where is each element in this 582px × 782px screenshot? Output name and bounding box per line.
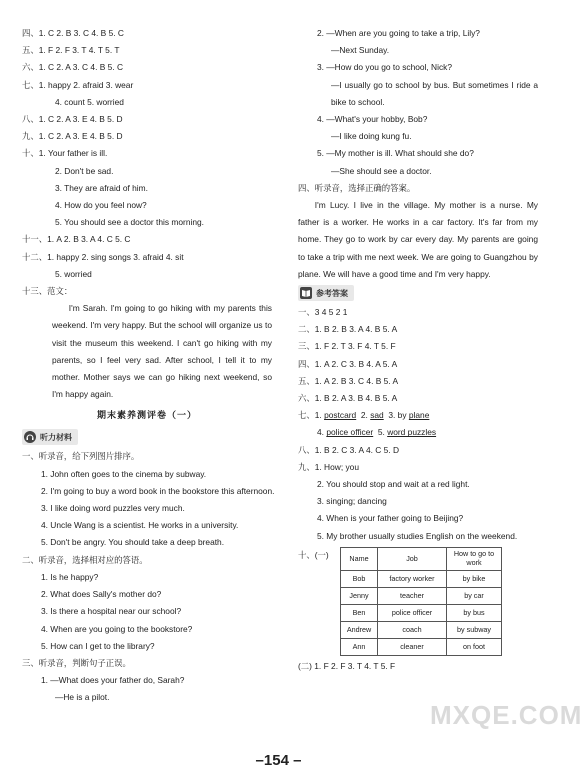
answer-line: 六、1. C 2. A 3. C 4. B 5. C: [22, 62, 124, 73]
table-cell: Job: [378, 547, 447, 570]
table-row: [341, 604, 502, 621]
answer-line: 五、1. A 2. B 3. C 4. B 5. A: [298, 375, 399, 386]
answer-line: 七、1. postcard 2. sad 3. by plane: [298, 410, 430, 421]
dialogue-line: 2. —When are you going to take a trip, Lily?: [317, 28, 480, 38]
answer-line: 2. You should stop and wait at a red light.: [317, 479, 470, 490]
dialogue-line: —I usually go to school by bus. But sometimes I ride a bike to school.: [331, 79, 538, 107]
table-cell: by bike: [447, 570, 502, 587]
answer-line: 四、1. A 2. C 3. B 4. A 5. A: [298, 358, 398, 369]
answer-line: 八、1. C 2. A 3. E 4. B 5. D: [22, 114, 123, 125]
answer-line: 六、1. B 2. A 3. B 4. B 5. A: [298, 393, 398, 404]
listening-sentence: 2. I'm going to buy a word book in the bookstore this afternoon.: [41, 485, 275, 496]
dialogue-line: —He is a pilot.: [55, 692, 110, 703]
essay-label: 十三、范文：: [22, 286, 73, 297]
book-icon: [300, 287, 312, 299]
table-cell: by car: [447, 587, 502, 604]
listening-sentence: 4. When are you going to the bookstore?: [41, 623, 193, 634]
model-essay: I'm Sarah. I'm going to go hiking with my parents this weekend. I'm very happy. But the school will organize us to visit the museum this weekend. I can't go hiking with my parents, so I feel very sad. After school, I tell it to my mother. Mother says we can go hiking next weekend, so I'm happy again.: [52, 303, 272, 400]
answer-line: 4. police officer 5. word puzzles: [317, 427, 437, 438]
question-heading: 四、听录音，选择正确的答案。: [298, 182, 416, 193]
answer-line: 3. singing; dancing: [317, 496, 387, 507]
table-row: [341, 638, 502, 655]
table-cell: Andrew: [341, 621, 378, 638]
listening-sentence: 5. How can I get to the library?: [41, 640, 155, 651]
table-cell: by bus: [447, 604, 502, 621]
listening-sentence: 1. Is he happy?: [41, 571, 99, 582]
dialogue-line: —Next Sunday.: [331, 45, 390, 56]
dialogue-line: —She should see a doctor.: [331, 165, 432, 176]
listening-sentence: 4. Uncle Wang is a scientist. He works in a university.: [41, 520, 239, 531]
answer-table-section: [298, 547, 538, 656]
answer-line: 一、3 4 5 2 1: [298, 307, 348, 318]
listening-material-badge: 听力材料: [22, 429, 78, 445]
table-cell: by subway: [447, 621, 502, 638]
dialogue-line: —I like doing kung fu.: [331, 131, 412, 142]
table-cell: Jenny: [341, 587, 378, 604]
dialogue-line: 4. —What's your hobby, Bob?: [317, 114, 428, 125]
question-heading: 三、听录音，判断句子正误。: [22, 657, 131, 668]
table-cell: police officer: [378, 604, 447, 621]
answer-line: 十、(一): [298, 549, 329, 560]
answer-line: 5. worried: [55, 268, 92, 279]
answer-line: 5. You should see a doctor this morning.: [55, 217, 204, 228]
job-table: [340, 547, 502, 656]
dialogue-line: 5. —My mother is ill. What should she do?: [317, 148, 474, 159]
answer-line: 4. count 5. worried: [55, 96, 124, 107]
table-cell: Bob: [341, 570, 378, 587]
table-cell: Ben: [341, 604, 378, 621]
answer-line: 2. Don't be sad.: [55, 165, 114, 176]
answer-line: 4. How do you feel now?: [55, 200, 147, 211]
table-cell: teacher: [378, 587, 447, 604]
page-number: –154 –: [255, 752, 302, 769]
answer-key-badge: 参考答案: [298, 285, 354, 301]
answer-line: 八、1. B 2. C 3. A 4. C 5. D: [298, 444, 400, 455]
table-cell: cleaner: [378, 638, 447, 655]
dialogue-line: 3. —How do you go to school, Nick?: [317, 62, 452, 73]
table-row: [341, 587, 502, 604]
left-column: [22, 25, 275, 707]
table-cell: Ann: [341, 638, 378, 655]
answer-line: 四、1. C 2. B 3. C 4. B 5. C: [22, 28, 124, 38]
watermark: MXQE.COM: [430, 700, 582, 730]
table-cell: How to go to work: [447, 547, 502, 570]
listening-sentence: 3. Is there a hospital near our school?: [41, 606, 182, 617]
table-cell: factory worker: [378, 570, 447, 587]
answer-line: 九、1. C 2. A 3. E 4. B 5. D: [22, 131, 123, 142]
dialogue-line: 1. —What does your father do, Sarah?: [41, 675, 185, 686]
exam-title: 期末素养测评卷（一）: [96, 410, 197, 421]
listening-sentence: 1. John often goes to the cinema by subway.: [41, 468, 207, 479]
question-heading: 一、听录音，给下列图片排序。: [22, 451, 140, 462]
headphones-icon: [24, 431, 36, 443]
answer-line: 二、1. B 2. B 3. A 4. B 5. A: [298, 324, 398, 335]
listening-sentence: 2. What does Sally's mother do?: [41, 589, 162, 600]
answer-line: 4. When is your father going to Beijing?: [317, 513, 464, 524]
table-row: [341, 570, 502, 587]
answer-line: 十一、1. A 2. B 3. A 4. C 5. C: [22, 234, 131, 245]
answer-line: 5. My brother usually studies English on the weekend.: [317, 530, 518, 541]
answer-line: 3. They are afraid of him.: [55, 182, 148, 193]
right-column: [298, 25, 538, 675]
answer-line: 七、1. happy 2. afraid 3. wear: [22, 79, 134, 90]
answer-line: 五、1. F 2. F 3. T 4. T 5. T: [22, 45, 120, 56]
table-cell: Name: [341, 547, 378, 570]
answer-line: 十二、1. happy 2. sing songs 3. afraid 4. sit: [22, 251, 184, 262]
table-header-row: [341, 547, 502, 570]
listening-passage: I'm Lucy. I live in the village. My mother is a nurse. My father is a worker. He works in a car factory. It's far from my home. They go to work by car every day. My parents are going to take a trip with me next week. We are going to Guangzhou by plane. We will have a good time and I'm very happy.: [298, 200, 538, 279]
listening-sentence: 3. I like doing word puzzles very much.: [41, 503, 185, 514]
table-cell: coach: [378, 621, 447, 638]
answer-line: 十、1. Your father is ill.: [22, 148, 108, 159]
answer-line: 九、1. How; you: [298, 461, 359, 472]
question-heading: 二、听录音，选择相对应的答语。: [22, 554, 148, 565]
answer-line: 三、1. F 2. T 3. F 4. T 5. F: [298, 341, 396, 352]
table-cell: on foot: [447, 638, 502, 655]
answer-line: (二) 1. F 2. F 3. T 4. T 5. F: [298, 660, 396, 671]
table-row: [341, 621, 502, 638]
listening-sentence: 5. Don't be angry. You should take a deep breath.: [41, 537, 225, 548]
